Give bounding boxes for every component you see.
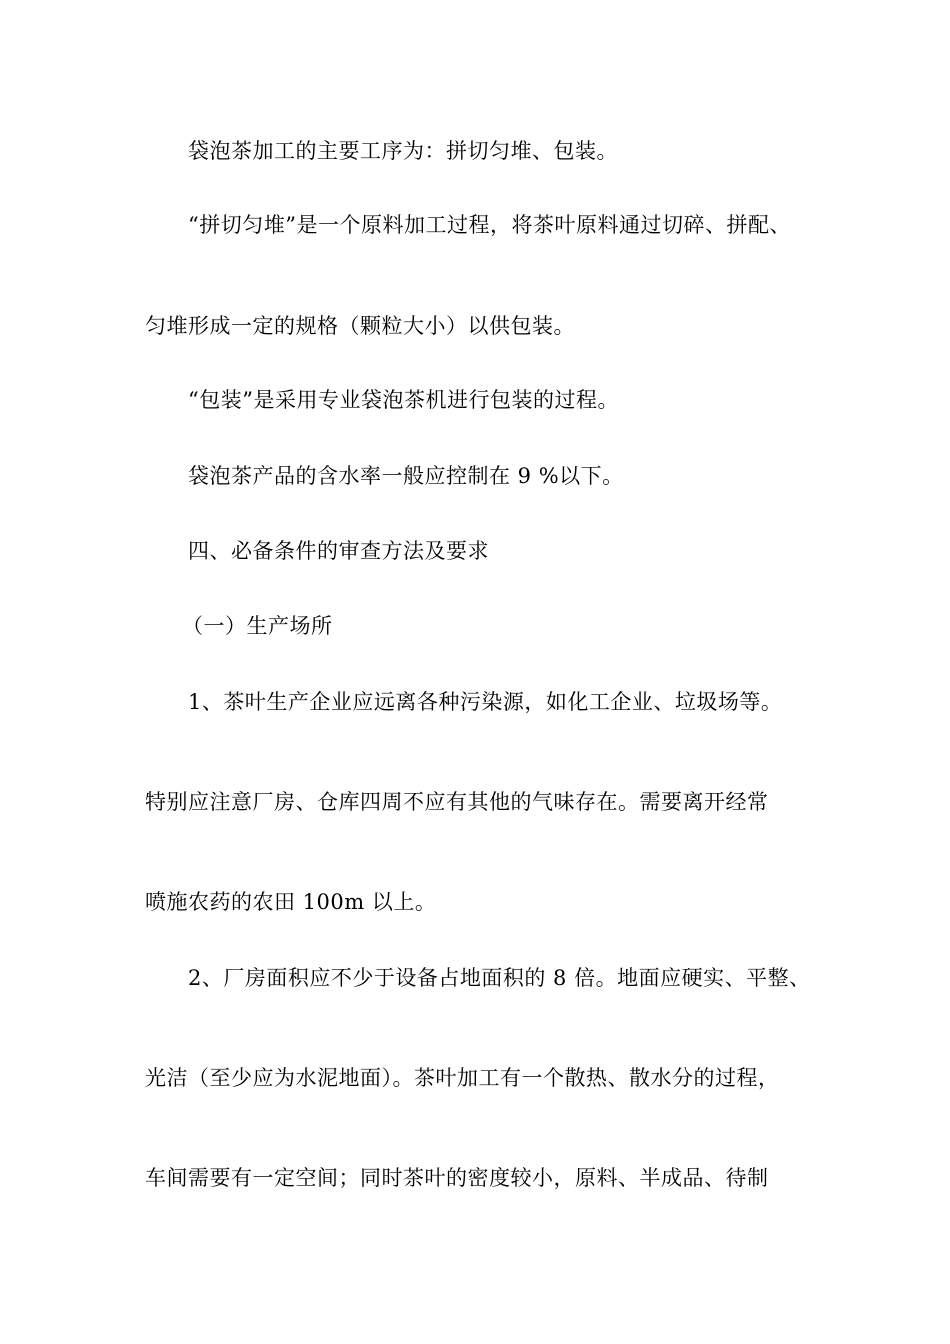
- paragraph-line: 2、厂房面积应不少于设备占地面积的 8 倍。地面应硬实、平整、: [188, 966, 811, 990]
- paragraph-line: 1、茶叶生产企业应远离各种污染源，如化工企业、垃圾场等。: [188, 690, 783, 714]
- section-heading: 四、必备条件的审查方法及要求: [188, 539, 489, 563]
- paragraph-line: 光洁（至少应为水泥地面）。茶叶加工有一个散热、散水分的过程，: [145, 1066, 780, 1090]
- paragraph-line: 喷施农药的农田 100m 以上。: [145, 890, 437, 914]
- subsection-heading: （一）生产场所: [182, 614, 333, 638]
- paragraph-line: 袋泡茶加工的主要工序为：拼切匀堆、包装。: [188, 139, 618, 163]
- paragraph-line: 匀堆形成一定的规格（颗粒大小）以供包装。: [145, 314, 575, 338]
- paragraph-line: “包装”是采用专业袋泡茶机进行包装的过程。: [188, 388, 619, 412]
- paragraph-line: 袋泡茶产品的含水率一般应控制在 9 %以下。: [188, 464, 624, 488]
- paragraph-line: 车间需要有一定空间；同时茶叶的密度较小，原料、半成品、待制: [145, 1166, 769, 1190]
- paragraph-line: 特别应注意厂房、仓库四周不应有其他的气味存在。需要离开经常: [145, 790, 769, 814]
- paragraph-line: “拼切匀堆”是一个原料加工过程，将茶叶原料通过切碎、拼配、: [188, 213, 791, 237]
